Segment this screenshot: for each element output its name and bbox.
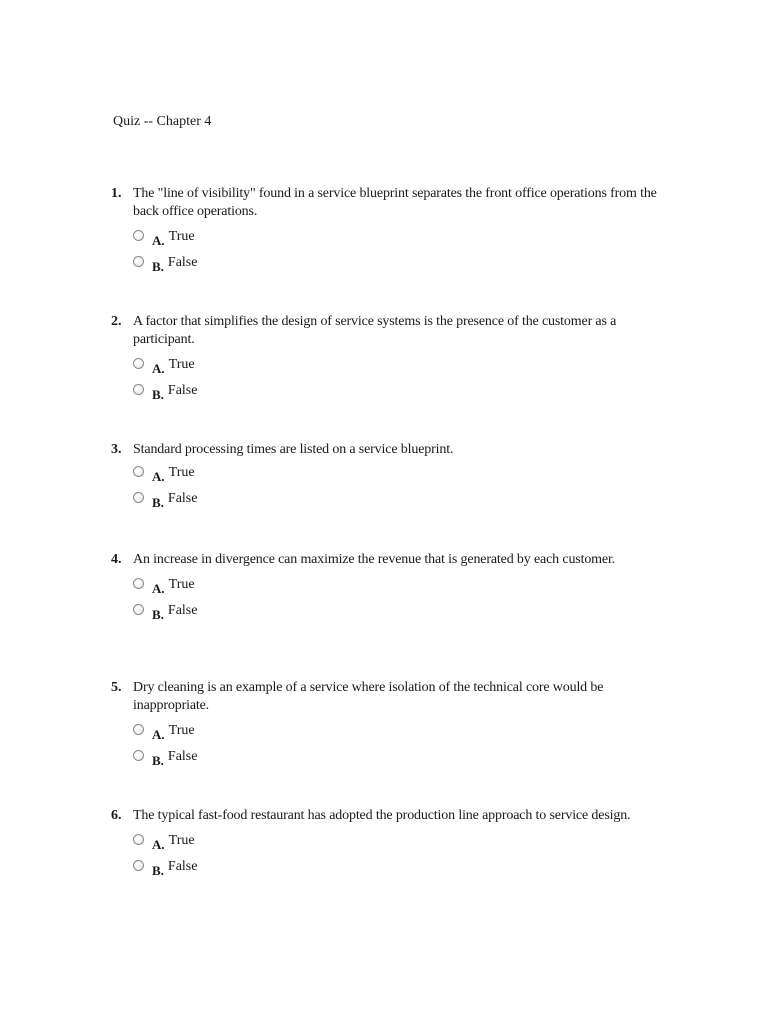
radio-button-icon[interactable] bbox=[133, 384, 144, 395]
answer-options bbox=[133, 719, 671, 771]
radio-button-icon[interactable] bbox=[133, 834, 144, 845]
option-text: False bbox=[167, 603, 198, 618]
option-b-false[interactable] bbox=[133, 487, 671, 513]
option-text: True bbox=[168, 577, 195, 592]
option-text: True bbox=[168, 357, 195, 372]
radio-button-icon[interactable] bbox=[133, 578, 144, 589]
question-number: 3. bbox=[111, 442, 122, 457]
question-1 bbox=[111, 185, 671, 277]
option-text: True bbox=[168, 229, 195, 244]
radio-button-icon[interactable] bbox=[133, 860, 144, 871]
question-2 bbox=[111, 313, 671, 405]
option-text: False bbox=[167, 859, 198, 874]
option-letter: A. bbox=[152, 580, 165, 596]
question-number: 6. bbox=[111, 808, 122, 823]
answer-options bbox=[133, 225, 671, 277]
option-text: True bbox=[168, 833, 195, 848]
question-number: 5. bbox=[111, 680, 122, 695]
radio-button-icon[interactable] bbox=[133, 724, 144, 735]
question-text: Dry cleaning is an example of a service where isolation of the technical core would be inappropriate. bbox=[133, 680, 604, 713]
radio-button-icon[interactable] bbox=[133, 750, 144, 761]
option-letter: B. bbox=[152, 494, 164, 510]
option-text: False bbox=[167, 383, 198, 398]
option-b-false[interactable] bbox=[133, 855, 671, 881]
option-b-false[interactable] bbox=[133, 745, 671, 771]
option-a-true[interactable] bbox=[133, 829, 671, 855]
question-text: An increase in divergence can maximize the revenue that is generated by each customer. bbox=[133, 552, 616, 567]
option-letter: B. bbox=[152, 386, 164, 402]
option-letter: B. bbox=[152, 752, 164, 768]
option-letter: A. bbox=[152, 360, 165, 376]
answer-options bbox=[133, 461, 671, 513]
option-letter: A. bbox=[152, 726, 165, 742]
question-text: The "line of visibility" found in a service blueprint separates the front office operations from the back office operations. bbox=[133, 186, 657, 219]
option-a-true[interactable] bbox=[133, 461, 671, 487]
radio-button-icon[interactable] bbox=[133, 256, 144, 267]
question-text: The typical fast-food restaurant has adopted the production line approach to service design. bbox=[133, 808, 631, 823]
option-text: True bbox=[168, 723, 195, 738]
question-5 bbox=[111, 679, 671, 771]
option-letter: B. bbox=[152, 606, 164, 622]
option-a-true[interactable] bbox=[133, 719, 671, 745]
answer-options bbox=[133, 829, 671, 881]
option-letter: A. bbox=[152, 468, 165, 484]
question-text: Standard processing times are listed on a service blueprint. bbox=[133, 442, 454, 457]
question-number: 2. bbox=[111, 314, 122, 329]
answer-options bbox=[133, 353, 671, 405]
option-b-false[interactable] bbox=[133, 251, 671, 277]
option-text: False bbox=[167, 255, 198, 270]
option-letter: A. bbox=[152, 836, 165, 852]
option-letter: A. bbox=[152, 232, 165, 248]
option-text: True bbox=[168, 465, 195, 480]
question-number: 1. bbox=[111, 186, 122, 201]
option-letter: B. bbox=[152, 862, 164, 878]
page-title: Quiz -- Chapter 4 bbox=[113, 114, 212, 129]
question-3 bbox=[111, 441, 671, 513]
option-text: False bbox=[167, 491, 198, 506]
question-text: A factor that simplifies the design of service systems is the presence of the customer as a participant. bbox=[133, 314, 617, 347]
radio-button-icon[interactable] bbox=[133, 604, 144, 615]
option-b-false[interactable] bbox=[133, 599, 671, 625]
question-number: 4. bbox=[111, 552, 122, 567]
question-4 bbox=[111, 551, 671, 625]
option-text: False bbox=[167, 749, 198, 764]
option-a-true[interactable] bbox=[133, 225, 671, 251]
radio-button-icon[interactable] bbox=[133, 466, 144, 477]
radio-button-icon[interactable] bbox=[133, 230, 144, 241]
option-a-true[interactable] bbox=[133, 573, 671, 599]
question-6 bbox=[111, 807, 671, 881]
radio-button-icon[interactable] bbox=[133, 358, 144, 369]
option-a-true[interactable] bbox=[133, 353, 671, 379]
radio-button-icon[interactable] bbox=[133, 492, 144, 503]
option-letter: B. bbox=[152, 258, 164, 274]
option-b-false[interactable] bbox=[133, 379, 671, 405]
answer-options bbox=[133, 573, 671, 625]
